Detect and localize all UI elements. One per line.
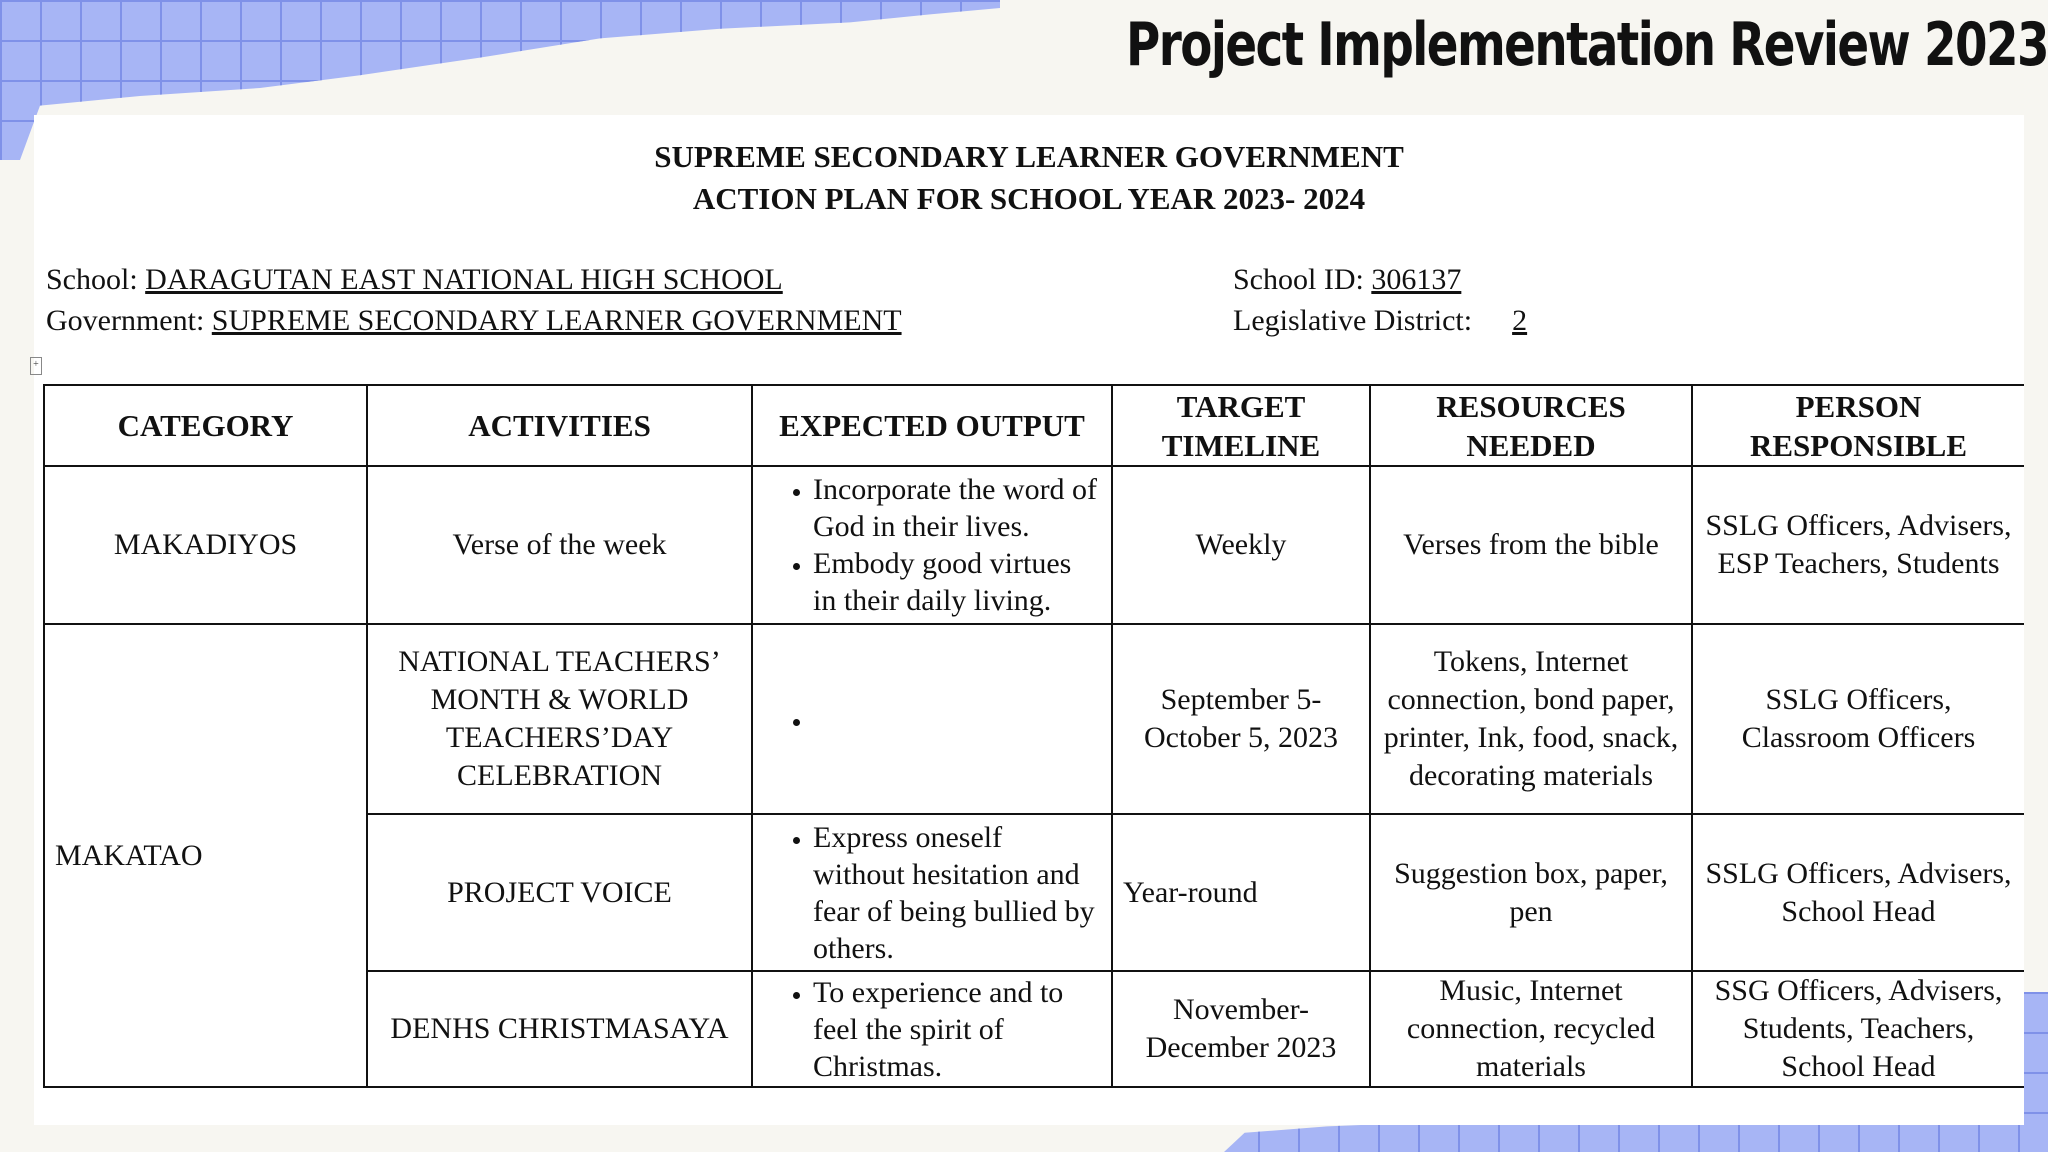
category-cell: MAKATAO [44,624,367,1087]
resources-cell: Music, Internet connection, recycled materials [1370,971,1692,1087]
school-id-label: School ID: [1233,263,1372,296]
table-header-row [44,385,2024,466]
responsible-cell: SSLG Officers, Advisers, School Head [1692,814,2024,971]
header-activities: ACTIVITIES [367,385,752,466]
output-bullet: • To experience and to feel the spirit of Christmas. [813,974,1101,1085]
government-label: Government: [46,304,212,337]
category-cell: MAKADIYOS [44,466,367,624]
table-anchor-icon[interactable]: + [30,357,42,375]
output-bullet: • Express oneself without hesitation and fear of being bullied by others. [813,819,1101,967]
resources-cell: Tokens, Internet connection, bond paper, printer, Ink, food, snack, decorating materials [1370,624,1692,814]
responsible-cell: SSG Officers, Advisers, Students, Teachers, School Head [1692,971,2024,1087]
district-line [1233,304,1560,338]
header-resources-needed: RESOURCES NEEDED [1370,385,1692,466]
responsible-cell: SSLG Officers, Advisers, ESP Teachers, Students [1692,466,2024,624]
school-id-value: 306137 [1371,263,1462,296]
timeline-cell: Weekly [1112,466,1370,624]
resources-cell: Verses from the bible [1370,466,1692,624]
expected-output-cell [752,624,1112,814]
school-label: School: [46,263,146,296]
action-plan-table [43,384,2024,1088]
document-subtitle: ACTION PLAN FOR SCHOOL YEAR 2023- 2024 [692,181,1366,216]
resources-cell: Suggestion box, paper, pen [1370,814,1692,971]
header-target-timeline: TARGET TIMELINE [1112,385,1370,466]
timeline-cell: November- December 2023 [1112,971,1370,1087]
header-expected-output: EXPECTED OUTPUT [752,385,1112,466]
output-bullet [813,701,1101,738]
timeline-cell: September 5- October 5, 2023 [1112,624,1370,814]
expected-output-cell [752,814,1112,971]
output-bullet: • Incorporate the word of God in their lives. [813,471,1101,545]
activity-cell: PROJECT VOICE [367,814,752,971]
header-category: CATEGORY [44,385,367,466]
table-row [44,466,2024,624]
activity-cell: Verse of the week [367,466,752,624]
government-value: SUPREME SECONDARY LEARNER GOVERNMENT [211,304,902,337]
activity-cell: NATIONAL TEACHERS’ MONTH & WORLD TEACHERS’DAY CELEBRATION [367,624,752,814]
district-label: Legislative District: [1233,304,1480,337]
timeline-cell: Year-round [1112,814,1370,971]
school-id-line [1233,263,1461,297]
expected-output-cell [752,971,1112,1087]
government-line [46,304,902,338]
activity-cell: DENHS CHRISTMASAYA [367,971,752,1087]
school-line [46,263,783,297]
table-row [44,624,2024,814]
responsible-cell: SSLG Officers, Classroom Officers [1692,624,2024,814]
school-value: DARAGUTAN EAST NATIONAL HIGH SCHOOL [145,263,783,296]
district-value: 2 [1512,304,1528,337]
expected-output-cell [752,466,1112,624]
document-page [34,115,2024,1125]
document-title: SUPREME SECONDARY LEARNER GOVERNMENT [654,139,1404,174]
slide-title: Project Implementation Review 2023 [1126,10,2048,80]
header-person-responsible: PERSON RESPONSIBLE [1692,385,2024,466]
output-bullet: • Embody good virtues in their daily living. [813,545,1101,619]
